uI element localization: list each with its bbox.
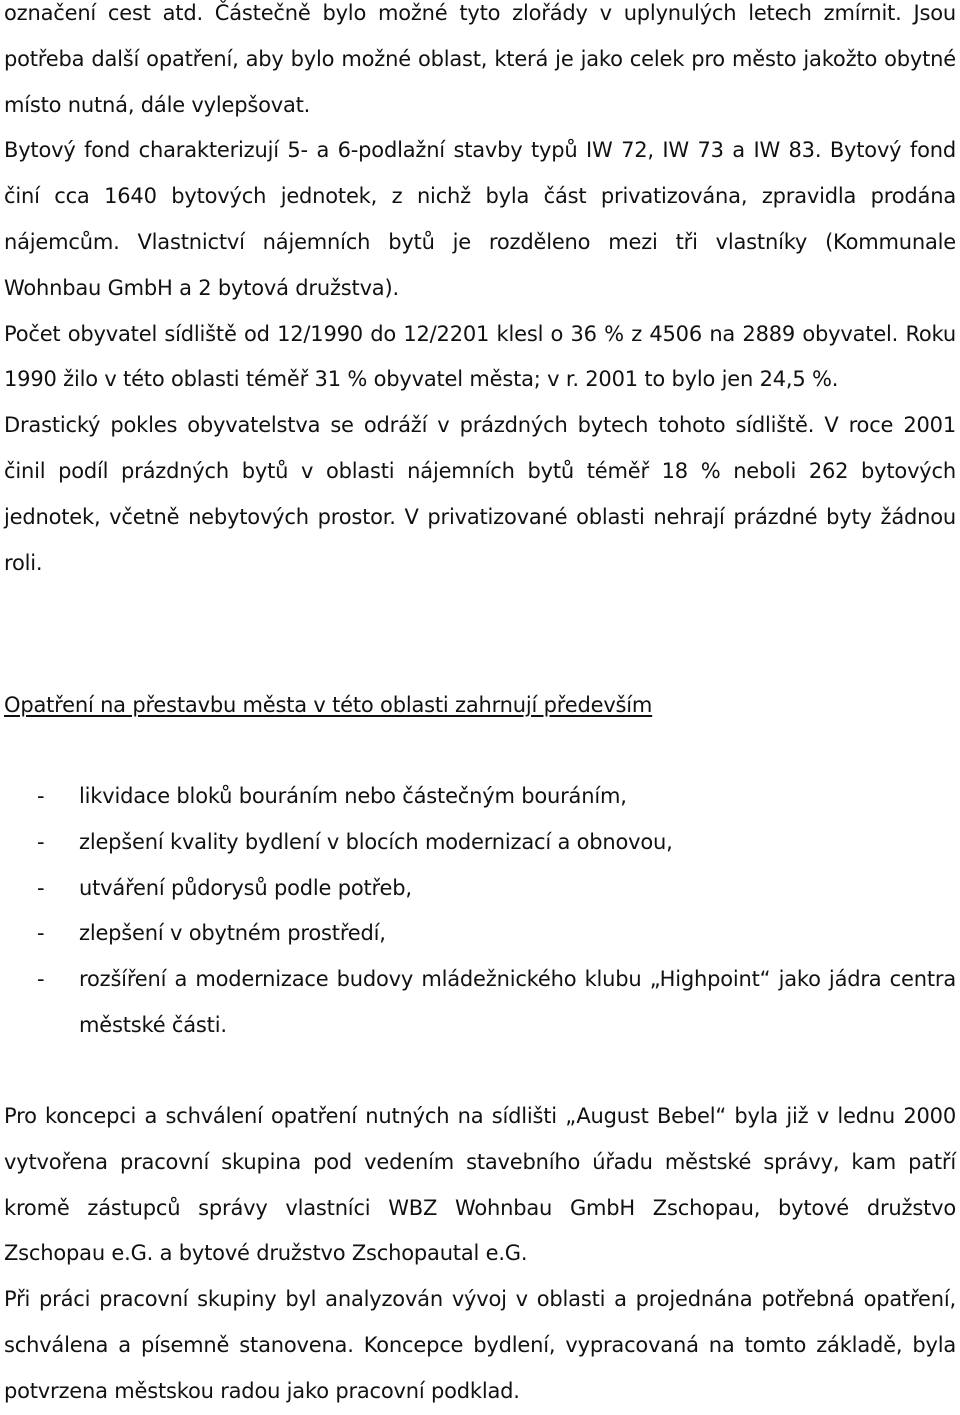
measures-list	[4, 774, 956, 1049]
list-dash: -	[37, 784, 45, 808]
list-item	[4, 774, 956, 820]
list-dash: -	[37, 921, 45, 946]
list-item-text: likvidace bloků bouráním nebo částečným bouráním,	[79, 784, 627, 808]
paragraph-housing-stock: Bytový fond charakterizují 5- a 6-podlažní stavby typů IW 72, IW 73 a IW 83. Bytový fond činí cca 1640 bytových jednotek, z nichž byla část privatizována, zpravidla prodána nájemcům. Vlastnictví nájemních bytů je rozděleno mezi tři vlastníky (Kommunale Wohnbau GmbH a 2 bytová družstva).	[4, 138, 956, 300]
paragraph-analysis: Při práci pracovní skupiny byl analyzován vývoj v oblasti a projednána potřebná opatření, schválena a písemně stanovena. Koncepce bydlení, vypracovaná na tomto základě, byla potvrzena městskou radou jako pracovní podklad.	[4, 1287, 956, 1403]
list-item	[4, 957, 956, 1049]
list-dash: -	[37, 829, 45, 854]
list-item	[4, 911, 956, 957]
document-page	[4, 0, 956, 1403]
list-item	[4, 866, 956, 912]
list-dash: -	[37, 875, 45, 900]
list-item-text: utváření půdorysů podle potřeb,	[79, 875, 412, 900]
paragraph-working-group: Pro koncepci a schválení opatření nutných na sídlišti „August Bebel“ byla již v lednu 2000 vytvořena pracovní skupina pod vedením stavebního úřadu městské správy, kam patří kromě zástupců správy vlastníci WBZ Wohnbau GmbH Zschopau, bytové družstvo Zschopau e.G. a bytové družstvo Zschopautal e.G.	[4, 1104, 956, 1266]
list-item-text: rozšíření a modernizace budovy mládežnického klubu „Highpoint“ jako jádra centra městské části.	[79, 967, 956, 1037]
list-item-text: zlepšení kvality bydlení v blocích modernizací a obnovou,	[79, 829, 673, 854]
bottom-block	[4, 1094, 956, 1415]
paragraph-population: Počet obyvatel sídliště od 12/1990 do 12/2201 klesl o 36 % z 4506 na 2889 obyvatel. Roku 1990 žilo v této oblasti téměř 31 % obyvatel města; v r. 2001 to bylo jen 24,5 %.	[4, 321, 956, 392]
list-item	[4, 820, 956, 866]
paragraph-vacancy: Drastický pokles obyvatelstva se odráží v prázdných bytech tohoto sídliště. V roce 2001 činil podíl prázdných bytů v oblasti nájemních bytů téměř 18 % neboli 262 bytových jednotek, včetně nebytových prostor. V privatizované oblasti nehrají prázdné byty žádnou roli.	[4, 413, 956, 575]
section-heading: Opatření na přestavbu města v této oblasti zahrnují především	[4, 693, 653, 717]
paragraph-intro: označení cest atd. Částečně bylo možné tyto zlořády v uplynulých letech zmírnit. Jsou potřeba další opatření, aby bylo možné oblast, která je jako celek pro město jakožto obytné místo nutná, dále vylepšovat.	[4, 1, 956, 117]
list-item-text: zlepšení v obytném prostředí,	[79, 921, 386, 946]
list-dash: -	[37, 967, 45, 992]
